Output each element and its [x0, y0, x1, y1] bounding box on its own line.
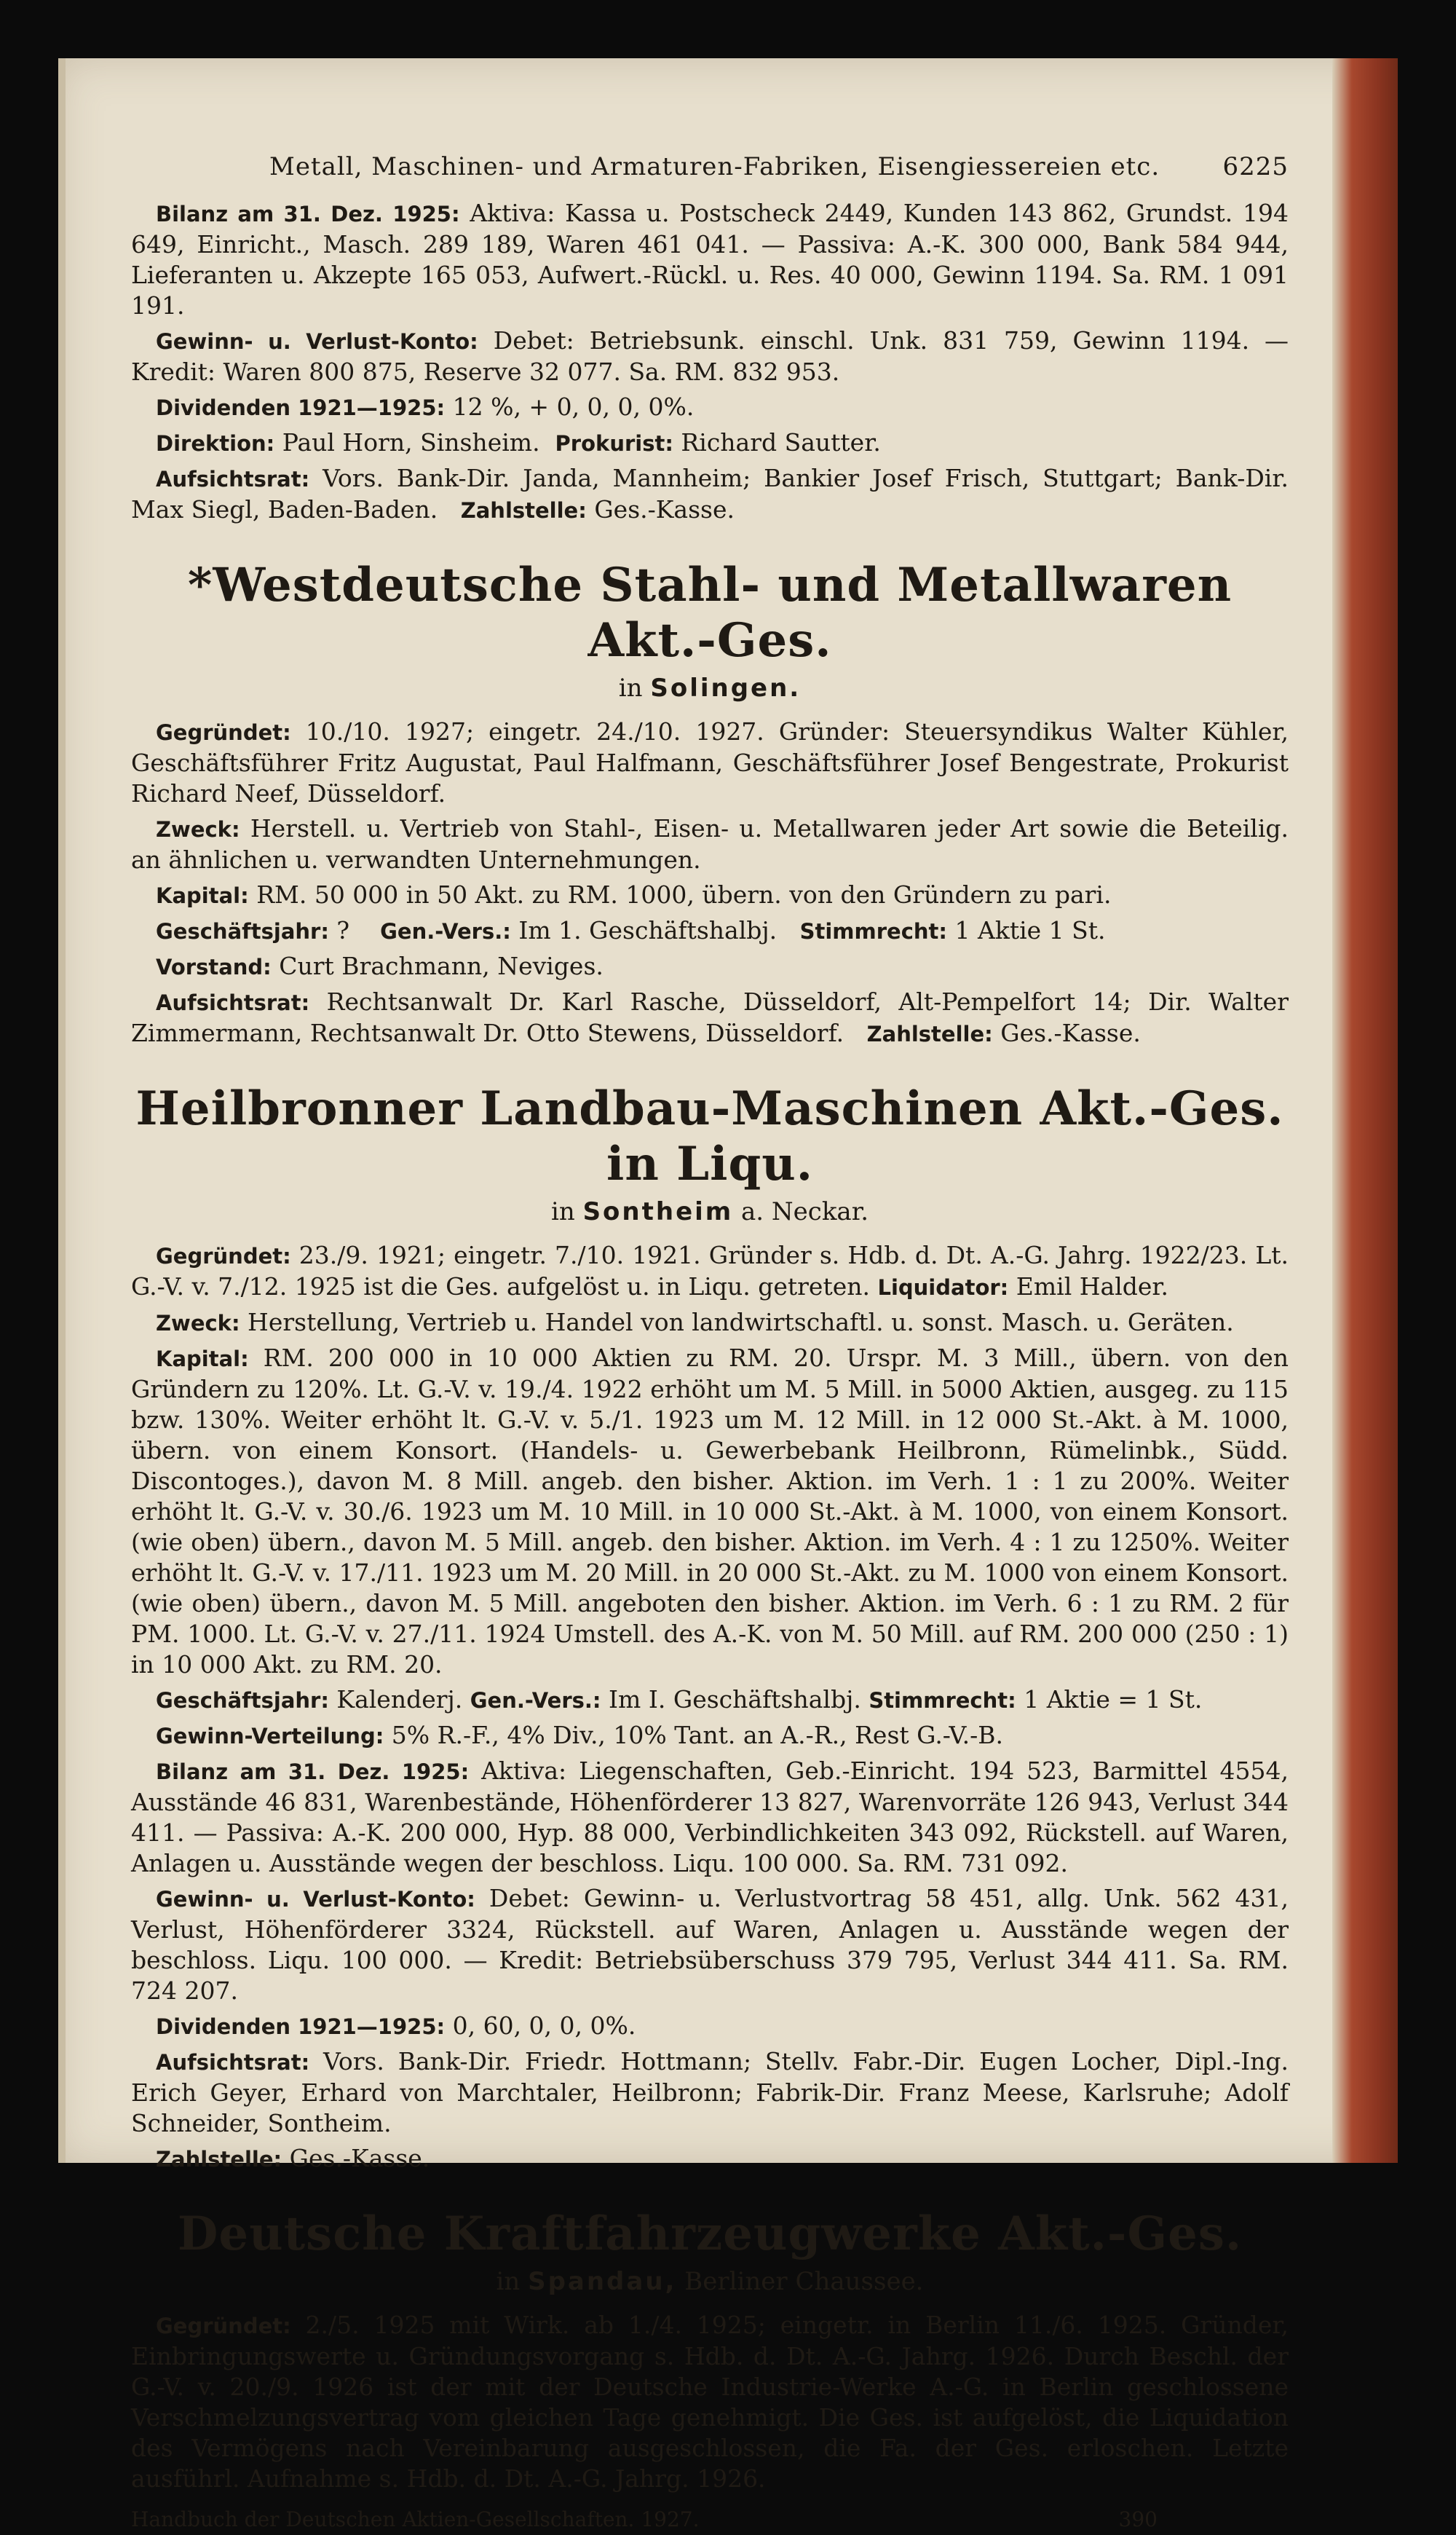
label: Gegründet: — [156, 720, 291, 745]
supervisory-board — [131, 2046, 1289, 2139]
purpose — [131, 1307, 1289, 1339]
label: Zweck: — [156, 1311, 240, 1336]
company-heilbronner — [131, 1081, 1289, 2175]
header-title: Metall, Maschinen- und Armaturen-Fabriken, Eisengiessereien etc. — [269, 152, 1160, 181]
company-title: Deutsche Kraftfahrzeugwerke Akt.-Ges. — [177, 2207, 1243, 2261]
value: Vors. Bank-Dir. Janda, Mannheim; Bankier Josef Frisch, Stuttgart; Bank-Dir. Max Siegl, Baden-Baden. — [131, 464, 1289, 524]
loc-city: Sontheim — [582, 1197, 734, 1226]
label: Aufsichtsrat: — [156, 467, 310, 492]
label: Zahlstelle: — [460, 498, 587, 523]
balance-sheet — [131, 1756, 1289, 1879]
label: Geschäftsjahr: — [156, 919, 329, 944]
balance-sheet — [131, 198, 1289, 321]
loc-pre: in — [496, 2267, 521, 2296]
label: Kapital: — [156, 1347, 249, 1371]
label: Stimmrecht: — [799, 919, 948, 944]
value: Im I. Geschäftshalbj. — [601, 1685, 861, 1714]
label: Stimmrecht: — [869, 1688, 1016, 1713]
page-content — [131, 102, 1289, 2535]
company-title: Heilbronner Landbau-Maschinen Akt.-Ges. in Liqu. — [135, 1081, 1284, 1191]
value: Curt Brachmann, Neviges. — [271, 952, 604, 980]
loc-post: Berliner Chaussee. — [684, 2267, 924, 2296]
value: Ges.-Kasse. — [282, 2144, 430, 2172]
label: Zahlstelle: — [866, 1022, 993, 1046]
dividends — [131, 392, 1289, 423]
label: Gen.-Vers.: — [470, 1688, 601, 1713]
value: Richard Sautter. — [673, 428, 881, 457]
profit-loss — [131, 1883, 1289, 2006]
paying-agent — [131, 2143, 1289, 2175]
loc-city: Solingen. — [650, 674, 802, 703]
value: 1 Aktie = 1 St. — [1016, 1685, 1203, 1714]
company-westdeutsche — [131, 558, 1289, 1049]
loc-city: Spandau, — [528, 2267, 677, 2296]
label: Gegründet: — [156, 1244, 291, 1269]
loc-pre: in — [618, 674, 643, 703]
book-page — [58, 58, 1398, 2531]
value: Rechtsanwalt Dr. Karl Rasche, Düsseldorf, Alt-Pempelfort 14; Dir. Walter Zimmermann, Rechtsanwalt Dr. Otto Stewens, Düsseldorf. — [131, 987, 1289, 1047]
label: Prokurist: — [555, 431, 673, 456]
profit-loss — [131, 326, 1289, 387]
value: ? — [328, 916, 350, 945]
value: 23./9. 1921; eingetr. 7./10. 1921. Gründer s. Hdb. d. Dt. A.-G. Jahrg. 1922/23. Lt. G.-V. v. 7./12. 1925 ist die Ges. aufgelöst u. in Liqu. getreten. — [131, 1241, 1289, 1301]
dividends — [131, 2011, 1289, 2042]
value: Aktiva: Liegenschaften, Geb.-Einricht. 194 523, Barmittel 4554, Ausstände 46 831, Warenbestände, Höhenförderer 13 827, Warenvorräte 126 943, Verlust 344 411. — Passiva: A.-K. 200 000, Hyp. 88 000, Verbindlichkeiten 343 092, Rückstell. auf Waren, Anlagen u. Ausstände wegen der beschloss. Liqu. 100 000. Sa. RM. 731 092. — [131, 1757, 1289, 1877]
label: Dividenden 1921—1925: — [156, 395, 446, 420]
value: Emil Halder. — [1008, 1272, 1169, 1301]
company-location — [131, 2266, 1289, 2297]
label: Dividenden 1921—1925: — [156, 2014, 446, 2039]
section-continued — [131, 198, 1289, 526]
value: 5% R.-F., 4% Div., 10% Tant. an A.-R., Rest G.-V.-B. — [384, 1721, 1003, 1749]
board — [131, 951, 1289, 982]
label: Gewinn- u. Verlust-Konto: — [156, 1887, 475, 1912]
label: Liquidator: — [877, 1275, 1009, 1300]
label: Gewinn- u. Verlust-Konto: — [156, 329, 478, 354]
value: 0, 60, 0, 0, 0%. — [445, 2011, 636, 2040]
label: Bilanz am 31. Dez. 1925: — [156, 202, 460, 226]
value: Ges.-Kasse. — [586, 495, 735, 524]
value: Im 1. Geschäftshalbj. — [510, 916, 778, 945]
founded — [131, 1240, 1289, 1303]
fiscal-year — [131, 915, 1289, 947]
footer-source: Handbuch der Deutschen Aktien-Gesellschaften. 1927. — [131, 2507, 700, 2531]
book-spine — [1332, 58, 1398, 2163]
founded — [131, 717, 1289, 809]
value: RM. 200 000 in 10 000 Aktien zu RM. 20. Urspr. M. 3 Mill., übern. von den Gründern zu 120%. Lt. G.-V. v. 19./4. 1922 erhöht um M. 5 Mill. in 5000 Aktien, ausgeg. zu 115 bzw. 130%. Weiter erhöht lt. G.-V. v. 5./1. 1923 um M. 12 Mill. in 12 000 St.-Akt. à M. 1000, übern. von einem Konsort. (Handels- u. Gewerbebank Heilbronn, Rümelinbk., Südd. Discontoges.), davon M. 8 Mill. angeb. den bisher. Aktion. im Verh. 1 : 1 zu 200%. Weiter erhöht lt. G.-V. v. 30./6. 1923 um M. 10 Mill. in 10 000 St.-Akt. à M. 1000, von einem Konsort. (wie oben) übern., davon M. 5 Mill. angeb. den bisher. Aktion. im Verh. 4 : 1 zu 1250%. Weiter erhöht lt. G.-V. v. 17./11. 1923 um M. 20 Mill. in 20 000 St.-Akt. zu M. 1000 von einem Konsort. (wie oben) übern., davon M. 5 Mill. angeboten den bisher. Aktion. im Verh. 6 : 1 zu RM. 2 für PM. 1000. Lt. G.-V. v. 27./11. 1924 Umstell. des A.-K. von M. 50 Mill. auf RM. 200 000 (250 : 1) in 10 000 Akt. zu RM. 20. — [131, 1344, 1289, 1679]
label: Direktion: — [156, 431, 275, 456]
profit-distribution — [131, 1720, 1289, 1751]
value: 1 Aktie 1 St. — [947, 916, 1106, 945]
company-location — [131, 1196, 1289, 1227]
value: Herstell. u. Vertrieb von Stahl-, Eisen- u. Metallwaren jeder Art sowie die Beteilig. an ähnlichen u. verwandten Unternehmungen. — [131, 814, 1289, 874]
company-location — [131, 673, 1289, 703]
label: Vorstand: — [156, 955, 272, 979]
value: Ges.-Kasse. — [992, 1019, 1141, 1047]
label: Bilanz am 31. Dez. 1925: — [156, 1759, 470, 1784]
capital — [131, 1343, 1289, 1680]
label: Kapital: — [156, 883, 249, 908]
label: Gewinn-Verteilung: — [156, 1724, 384, 1749]
value: 10./10. 1927; eingetr. 24./10. 1927. Gründer: Steuersyndikus Walter Kühler, Geschäftsführer Fritz Augustat, Paul Halfmann, Geschäftsführer Josef Bengestrate, Prokurist Richard Neef, Düsseldorf. — [131, 717, 1289, 808]
fiscal-year — [131, 1684, 1289, 1716]
loc-pre: in — [550, 1197, 575, 1226]
company-title: *Westdeutsche Stahl- und Metallwaren Akt.-Ges. — [187, 558, 1233, 668]
value: Kalenderj. — [328, 1685, 463, 1714]
label: Aufsichtsrat: — [156, 990, 310, 1015]
running-header — [131, 151, 1289, 182]
value: 12 %, + 0, 0, 0, 0%. — [445, 393, 695, 421]
value: Debet: Gewinn- u. Verlustvortrag 58 451, allg. Unk. 562 431, Verlust, Höhenförderer 3324, Rückstell. auf Waren, Anlagen u. Ausstände wegen der beschloss. Liqu. 100 000. — Kredit: Betriebsüberschuss 379 795, Verlust 344 411. Sa. RM. 724 207. — [131, 1884, 1289, 2005]
label: Geschäftsjahr: — [156, 1688, 329, 1713]
value: Aktiva: Kassa u. Postscheck 2449, Kunden 143 862, Grundst. 194 649, Einricht., Masch. 289 189, Waren 461 041. — Passiva: A.-K. 300 000, Bank 584 944, Lieferanten u. Akzepte 165 053, Aufwert.-Rückl. u. Res. 40 000, Gewinn 1194. Sa. RM. 1 091 191. — [131, 199, 1289, 320]
purpose — [131, 813, 1289, 875]
value: Vors. Bank-Dir. Friedr. Hottmann; Stellv. Fabr.-Dir. Eugen Locher, Dipl.-Ing. Erich Geyer, Erhard von Marchtaler, Heilbronn; Fabrik-Dir. Franz Meese, Karlsruhe; Adolf Schneider, Sontheim. — [131, 2047, 1289, 2137]
label: Gegründet: — [156, 2314, 291, 2338]
footer-number: 390 — [1118, 2507, 1158, 2531]
supervisory-board — [131, 463, 1289, 526]
label: Aufsichtsrat: — [156, 2050, 310, 2075]
label: Zweck: — [156, 817, 240, 842]
supervisory-board — [131, 987, 1289, 1049]
value: 2./5. 1925 mit Wirk. ab 1./4. 1925; eingetr. in Berlin 11./6. 1925. Gründer, Einbringungswerte u. Gründungsvorgang s. Hdb. d. Dt. A.-G. Jahrg. 1926. Durch Beschl. der G.-V. v. 20./9. 1926 ist der mit der Deutsche Industrie-Werke A.-G. in Berlin geschlossene Verschmelzungsvertrag vom gleichen Tage genehmigt. Die Ges. ist aufgelöst, die Liquidation des Vermögens nach Vereinbarung ausgeschlossen, die Fa. der Ges. erloschen. Letzte ausführl. Aufnahme s. Hdb. d. Dt. A.-G. Jahrg. 1926. — [131, 2311, 1289, 2493]
label: Zahlstelle: — [156, 2147, 282, 2172]
value: RM. 50 000 in 50 Akt. zu RM. 1000, übern. von den Gründern zu pari. — [248, 880, 1112, 909]
founded — [131, 2310, 1289, 2494]
value: Debet: Betriebsunk. einschl. Unk. 831 759, Gewinn 1194. — Kredit: Waren 800 875, Reserve 32 077. Sa. RM. 832 953. — [131, 326, 1289, 386]
page-edge — [58, 58, 66, 2163]
management — [131, 427, 1289, 459]
page-number: 6225 — [1222, 152, 1289, 181]
loc-post: a. Neckar. — [741, 1197, 869, 1226]
page-footer — [131, 2504, 1289, 2535]
value: Herstellung, Vertrieb u. Handel von landwirtschaftl. u. sonst. Masch. u. Geräten. — [240, 1308, 1234, 1336]
label: Gen.-Vers.: — [380, 919, 511, 944]
value: Paul Horn, Sinsheim. — [274, 428, 540, 457]
capital — [131, 880, 1289, 911]
company-kraftfahrzeugwerke — [131, 2207, 1289, 2494]
